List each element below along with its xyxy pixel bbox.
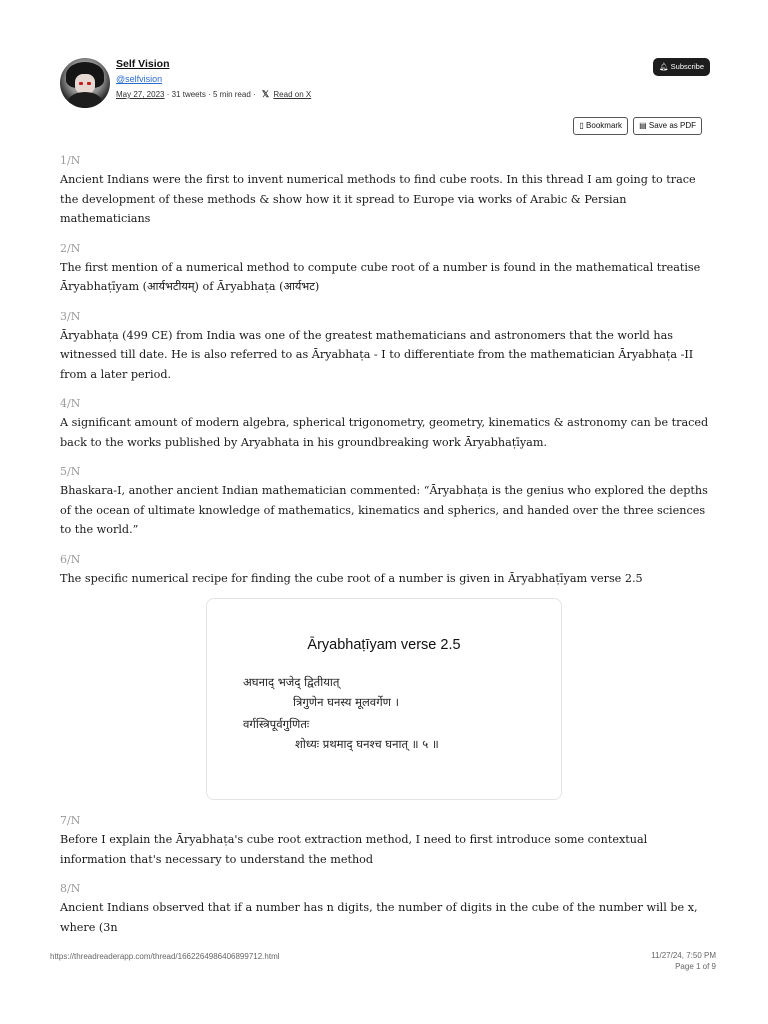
verse-line: वर्गस्त्रिपूर्वगुणितः (243, 717, 310, 731)
author-name[interactable]: Self Vision (116, 58, 170, 70)
verse-line: त्रिगुणेन घनस्य मूलवर्गेण । (293, 695, 400, 709)
author-handle[interactable]: @selfvision (116, 74, 163, 84)
print-info (651, 950, 716, 972)
verse-line: अघनाद् भजेद् द्वितीयात् (243, 675, 340, 689)
page-url: https://threadreaderapp.com/thread/1662264986406899712.html (50, 952, 280, 961)
subscribe-button[interactable] (653, 58, 710, 76)
print-datetime: 11/27/24, 7:50 PM (651, 951, 716, 960)
tweet-number: 4/N (60, 397, 81, 410)
save-pdf-label: Save as PDF (648, 121, 696, 130)
tweet-number: 7/N (60, 814, 81, 827)
tweet-number: 6/N (60, 552, 81, 566)
verse-line: शोध्यः प्रथमाद् घनश्च घनात् ॥ ५ ॥ (295, 737, 439, 751)
tweet-number: 5/N (60, 465, 81, 478)
tweet-text: Ancient Indians observed that if a number has n digits, the number of digits in the cube of the number will be x, where (3n (60, 901, 698, 934)
read-time: 5 min read (212, 90, 251, 99)
tweet-count: 31 tweets (171, 90, 206, 99)
subscribe-label: Subscribe (670, 62, 704, 71)
thread-info: May 27, 2023 · 31 tweets · 5 min read · 𝕏 Read on X (116, 89, 312, 99)
pdf-icon: ▤ (639, 121, 647, 130)
tweet-text: The specific numerical recipe for finding the cube root of a number is given in Āryabhaṭīyam verse 2.5 (60, 571, 643, 585)
tweet-number: 1/N (60, 154, 81, 167)
tweet-text: Before I explain the Āryabhaṭa's cube root extraction method, I need to first introduce some contextual information that's necessary to understand the method (60, 833, 648, 866)
tweet-3 (60, 308, 710, 385)
tweet-text: A significant amount of modern algebra, spherical trigonometry, geometry, kinematics & astronomy can be traced back to the works published by Aryabhata in his groundbreaking work Āryabhaṭīyam. (60, 416, 709, 449)
tweet-number: 8/N (60, 882, 81, 895)
tweet-6 (60, 551, 710, 801)
tweet-5 (60, 463, 710, 540)
tweet-text: The first mention of a numerical method to compute cube root of a number is found in the mathematical treatise Āryabhaṭīyam (आर्यभटीयम्) of Āryabhaṭa (आर्यभट) (60, 260, 701, 293)
save-pdf-button[interactable] (633, 117, 702, 135)
verse-image-title: Āryabhaṭīyam verse 2.5 (307, 637, 461, 653)
post-date[interactable]: May 27, 2023 (116, 90, 165, 99)
x-logo-icon: 𝕏 (261, 89, 270, 99)
tweet-8 (60, 880, 710, 937)
avatar[interactable] (60, 58, 110, 108)
tweet-text: Āryabhaṭa (499 CE) from India was one of the greatest mathematicians and astronomers that the world has witnessed till date. He is also referred to as Āryabhaṭa - I to differentiate from the mathematician Āryabhaṭa -II from a later period. (60, 328, 694, 381)
tweet-1 (60, 152, 710, 229)
thread-header (60, 58, 710, 114)
tweet-number: 2/N (60, 241, 81, 255)
thread-body (60, 152, 710, 948)
bell-icon: 🔔︎ (659, 62, 669, 71)
tweet-text: Ancient Indians were the first to invent numerical methods to find cube roots. In this thread I am going to trace the development of these methods & show how it it spread to Europe via works of Arabic & Persian mathematicians (60, 173, 696, 225)
bookmark-label: Bookmark (586, 121, 623, 130)
author-meta (116, 58, 311, 102)
thread-actions (573, 117, 702, 135)
tweet-2 (60, 240, 710, 297)
tweet-4 (60, 395, 710, 452)
tweet-number: 3/N (60, 309, 81, 323)
page-number: Page 1 of 9 (675, 962, 716, 971)
bookmark-icon: ▯ (579, 121, 584, 130)
verse-image[interactable] (206, 598, 562, 800)
tweet-7 (60, 812, 710, 869)
bookmark-button[interactable] (573, 117, 628, 135)
read-on-x-link[interactable]: Read on X (273, 90, 312, 99)
tweet-text: Bhaskara-I, another ancient Indian mathematician commented: “Āryabhaṭa is the genius who explored the depths of the ocean of ultimate knowledge of mathematics, kinematics and spherics, and handed over the three sciences to the world.” (60, 484, 708, 536)
